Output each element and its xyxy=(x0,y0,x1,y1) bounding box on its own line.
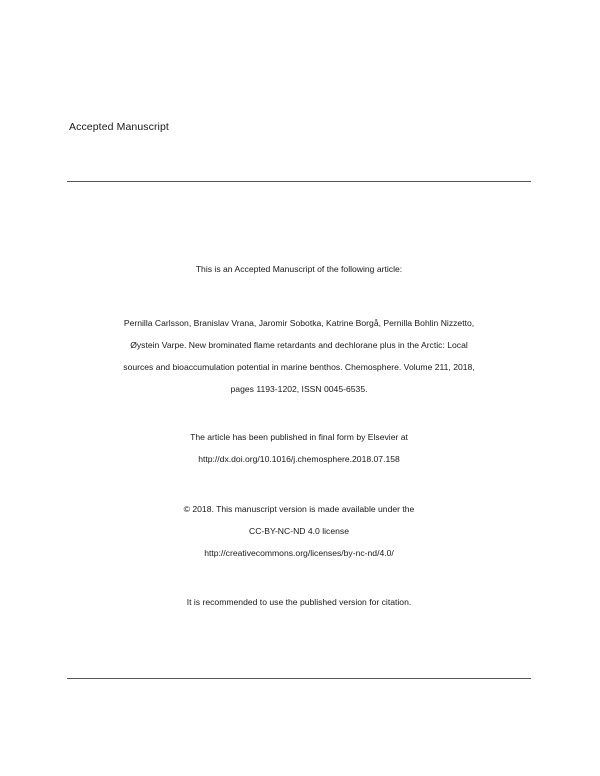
article-citation xyxy=(67,312,531,400)
publication-statement: The article has been published in final form by Elsevier at xyxy=(190,432,408,442)
intro-text: This is an Accepted Manuscript of the following article: xyxy=(195,264,403,274)
citation-line: Pernilla Carlsson, Branislav Vrana, Jaromir Sobotka, Katrine Borgå, Pernilla Bohlin Nizzetto, xyxy=(123,318,475,328)
citation-line: sources and bioaccumulation potential in marine benthos. Chemosphere. Volume 211, 2018, xyxy=(123,362,475,372)
license-link[interactable]: http://creativecommons.org/licenses/by-nc-nd/4.0/ xyxy=(204,548,394,558)
doi-link[interactable]: http://dx.doi.org/10.1016/j.chemosphere.2018.07.158 xyxy=(198,454,400,464)
bottom-divider xyxy=(67,678,531,679)
top-divider xyxy=(67,181,531,182)
copyright-statement: © 2018. This manuscript version is made available under the xyxy=(183,504,415,514)
citation-recommendation: It is recommended to use the published version for citation. xyxy=(186,597,412,607)
accepted-manuscript-label: Accepted Manuscript xyxy=(69,121,169,133)
citation-line: Øystein Varpe. New brominated flame retardants and dechlorane plus in the Arctic: Local xyxy=(130,340,468,350)
citation-line: pages 1193-1202, ISSN 0045-6535. xyxy=(230,384,368,394)
license-name: CC-BY-NC-ND 4.0 license xyxy=(249,526,349,536)
license-notice xyxy=(67,498,531,564)
publication-notice xyxy=(67,426,531,470)
